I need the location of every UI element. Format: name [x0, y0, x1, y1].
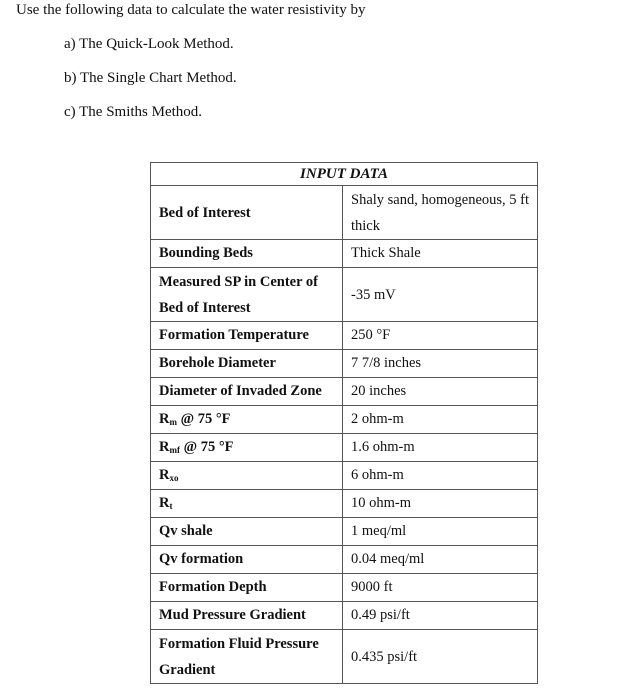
- table-caption: INPUT DATA: [151, 163, 538, 186]
- row-value: 0.04 meq/ml: [343, 546, 538, 574]
- row-value: 6 ohm-m: [343, 462, 538, 490]
- table-row: [151, 574, 538, 602]
- table-row: [151, 186, 538, 240]
- input-data-table: [150, 162, 538, 684]
- row-value: 250 °F: [343, 322, 538, 350]
- table-row: [151, 518, 538, 546]
- table-row: [151, 350, 538, 378]
- row-label: Borehole Diameter: [151, 350, 343, 378]
- option-b: b) The Single Chart Method.: [64, 70, 237, 86]
- option-c: c) The Smiths Method.: [64, 104, 203, 120]
- row-label: [151, 434, 343, 462]
- row-label: Mud Pressure Gradient: [151, 602, 343, 630]
- row-label: [151, 406, 343, 434]
- row-value: 9000 ft: [343, 574, 538, 602]
- label-suffix: @ 75 °F: [179, 439, 234, 455]
- row-value: 2 ohm-m: [343, 406, 538, 434]
- row-label: Bounding Beds: [151, 240, 343, 268]
- table-row: [151, 434, 538, 462]
- table-row: [151, 268, 538, 322]
- table-row: [151, 490, 538, 518]
- table-row: [151, 630, 538, 684]
- row-value: 1 meq/ml: [343, 518, 538, 546]
- label-suffix: @ 75 °F: [176, 411, 231, 427]
- row-value: 0.435 psi/ft: [343, 630, 538, 684]
- table-caption-row: [151, 163, 538, 186]
- label-subscript: m: [169, 417, 177, 427]
- row-label: Bed of Interest: [151, 186, 343, 240]
- label-main: R: [159, 495, 170, 511]
- row-value: Thick Shale: [343, 240, 538, 268]
- row-label: [151, 462, 343, 490]
- row-value: 0.49 psi/ft: [343, 602, 538, 630]
- row-label: [151, 490, 343, 518]
- row-label: Formation Fluid Pressure Gradient: [151, 630, 343, 684]
- label-main: R: [159, 467, 170, 483]
- table-row: [151, 322, 538, 350]
- row-value: 20 inches: [343, 378, 538, 406]
- label-main: R: [159, 439, 170, 455]
- label-subscript: t: [169, 501, 173, 511]
- table-row: [151, 406, 538, 434]
- row-label: Formation Depth: [151, 574, 343, 602]
- intro-text: Use the following data to calculate the water resistivity by: [16, 2, 366, 18]
- row-value: -35 mV: [343, 268, 538, 322]
- row-value: 10 ohm-m: [343, 490, 538, 518]
- table-row: [151, 546, 538, 574]
- table-row: [151, 602, 538, 630]
- row-label: Qv formation: [151, 546, 343, 574]
- table-row: [151, 240, 538, 268]
- row-label: Formation Temperature: [151, 322, 343, 350]
- row-value: Shaly sand, homogeneous, 5 ft thick: [343, 186, 538, 240]
- table-row: [151, 378, 538, 406]
- row-value: 7 7/8 inches: [343, 350, 538, 378]
- table-row: [151, 462, 538, 490]
- row-label: Diameter of Invaded Zone: [151, 378, 343, 406]
- row-label: Qv shale: [151, 518, 343, 546]
- label-subscript: xo: [169, 473, 179, 483]
- label-main: R: [159, 411, 170, 427]
- row-value: 1.6 ohm-m: [343, 434, 538, 462]
- label-subscript: mf: [169, 445, 180, 455]
- option-a: a) The Quick-Look Method.: [64, 36, 234, 52]
- row-label: Measured SP in Center of Bed of Interest: [151, 268, 343, 322]
